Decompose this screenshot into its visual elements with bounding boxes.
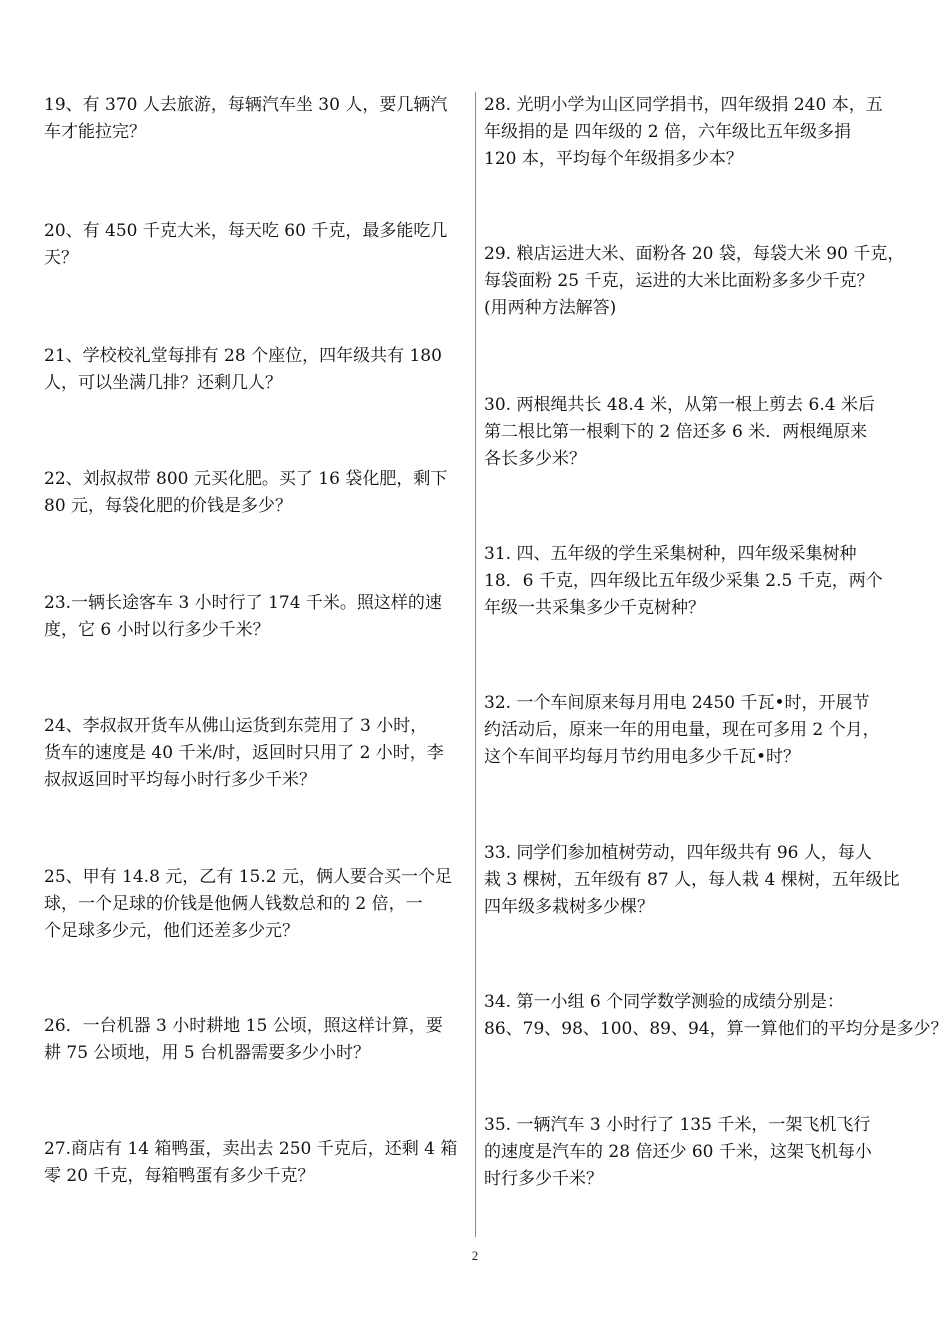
problem-24	[44, 713, 476, 794]
problem-line: 86、79、98、100、89、94，算一算他们的平均分是多少？	[484, 1019, 948, 1039]
problem-19	[44, 92, 476, 146]
problem-line: 18．6 千克，四年级比五年级少采集 2.5 千克，两个	[484, 571, 883, 591]
problem-line: 80 元，每袋化肥的价钱是多少？	[44, 496, 293, 516]
problem-line: 天？	[44, 248, 78, 268]
problem-line: 货车的速度是 40 千米/时，返回时只用了 2 小时，李	[44, 743, 444, 763]
problem-line: 个足球多少元，他们还差多少元？	[44, 921, 299, 941]
problem-line: 35. 一辆汽车 3 小时行了 135 千米，一架飞机飞行	[484, 1115, 871, 1135]
problem-25	[44, 864, 476, 945]
problem-line: 32. 一个车间原来每月用电 2450 千瓦•时，开展节	[484, 693, 870, 713]
problem-line: 栽 3 棵树，五年级有 87 人，每人栽 4 棵树，五年级比	[484, 870, 900, 890]
problem-line: 31. 四、五年级的学生采集树种，四年级采集树种	[484, 544, 857, 564]
problem-line: 19、有 370 人去旅游，每辆汽车坐 30 人，要几辆汽	[44, 95, 448, 115]
problem-line: (用两种方法解答)	[484, 298, 617, 318]
problem-26	[44, 1013, 476, 1067]
problem-line: 21、学校校礼堂每排有 28 个座位，四年级共有 180	[44, 346, 442, 366]
problem-line: 20、有 450 千克大米，每天吃 60 千克，最多能吃几	[44, 221, 448, 241]
problem-line: 车才能拉完？	[44, 122, 146, 142]
problem-line: 34. 第一小组 6 个同学数学测验的成绩分别是：	[484, 992, 845, 1012]
problem-27	[44, 1136, 476, 1190]
problem-line: 30. 两根绳共长 48.4 米，从第一根上剪去 6.4 米后	[484, 395, 875, 415]
page-number: 2	[471, 1248, 479, 1263]
problem-31	[484, 541, 916, 622]
problem-22	[44, 466, 476, 520]
problem-line: 27.商店有 14 箱鸭蛋，卖出去 250 千克后，还剩 4 箱	[44, 1139, 458, 1159]
problem-line: 四年级多栽树多少棵？	[484, 897, 654, 917]
problem-line: 零 20 千克，每箱鸭蛋有多少千克？	[44, 1166, 315, 1186]
problem-line: 26．一台机器 3 小时耕地 15 公顷，照这样计算，要	[44, 1016, 443, 1036]
problem-line: 29. 粮店运进大米、面粉各 20 袋，每袋大米 90 千克，	[484, 244, 905, 264]
problem-line: 叔叔返回时平均每小时行多少千米？	[44, 770, 316, 790]
problem-29	[484, 241, 916, 322]
problem-23	[44, 590, 476, 644]
problem-line: 年级一共采集多少千克树种？	[484, 598, 705, 618]
problem-34	[484, 989, 948, 1043]
problem-line: 第二根比第一根剩下的 2 倍还多 6 米．两根绳原来	[484, 422, 868, 442]
problem-line: 约活动后，原来一年的用电量，现在可多用 2 个月，	[484, 720, 880, 740]
problem-line: 23.一辆长途客车 3 小时行了 174 千米。照这样的速	[44, 593, 442, 613]
problem-line: 球，一个足球的价钱是他俩人钱数总和的 2 倍，一	[44, 894, 423, 914]
problem-line: 的速度是汽车的 28 倍还少 60 千米，这架飞机每小	[484, 1142, 872, 1162]
problem-line: 年级捐的是 四年级的 2 倍，六年级比五年级多捐	[484, 122, 852, 142]
problem-line: 25、甲有 14.8 元，乙有 15.2 元，俩人要合买一个足	[44, 867, 452, 887]
problem-line: 33. 同学们参加植树劳动，四年级共有 96 人，每人	[484, 843, 872, 863]
problem-32	[484, 690, 916, 771]
problem-line: 人，可以坐满几排？还剩几人？	[44, 373, 282, 393]
problem-line: 24、李叔叔开货车从佛山运货到东莞用了 3 小时，	[44, 716, 428, 736]
problem-line: 时行多少千米？	[484, 1169, 603, 1189]
problem-20	[44, 218, 476, 272]
problem-line: 耕 75 公顷地，用 5 台机器需要多少小时？	[44, 1043, 371, 1063]
problem-line: 各长多少米？	[484, 449, 586, 469]
problem-line: 28. 光明小学为山区同学捐书，四年级捐 240 本，五	[484, 95, 883, 115]
problem-line: 这个车间平均每月节约用电多少千瓦•时？	[484, 747, 801, 767]
problem-line: 度，它 6 小时以行多少千米？	[44, 620, 270, 640]
problem-35	[484, 1112, 916, 1193]
problem-line: 每袋面粉 25 千克，运进的大米比面粉多多少千克？	[484, 271, 874, 291]
problem-21	[44, 343, 476, 397]
problem-line: 22、刘叔叔带 800 元买化肥。买了 16 袋化肥，剩下	[44, 469, 448, 489]
problem-33	[484, 840, 916, 921]
problem-line: 120 本，平均每个年级捐多少本？	[484, 149, 743, 169]
problem-28	[484, 92, 916, 173]
problem-30	[484, 392, 916, 473]
